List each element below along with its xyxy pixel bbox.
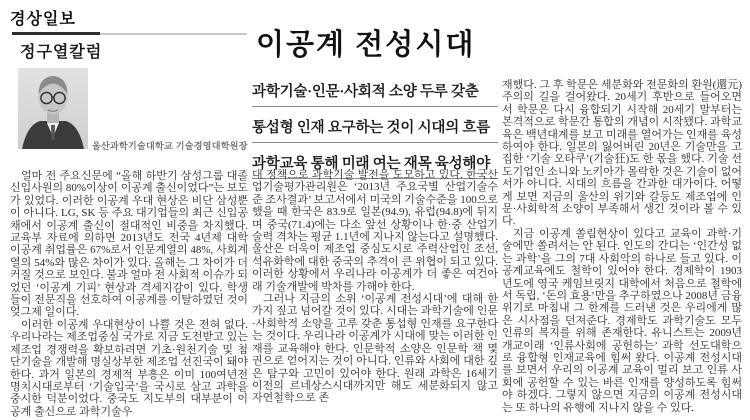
- body-column-1: [10, 170, 248, 420]
- masthead-rule-dark-segment: [12, 32, 100, 35]
- subhead-3: 과학교육 통해 미래 여는 재목 육성해야: [252, 152, 498, 179]
- body-column-2: [252, 169, 498, 420]
- body-column-3: [502, 79, 742, 420]
- subhead-2: 통섭형 인재 요구하는 것이 시대의 흐름: [252, 116, 498, 143]
- paragraph-continuation: 대 정책으로 과학기술 발전을 도모하고 있다. 한국산업기술평가관리원은 ‘2013년 주요국별 산업기술수준 조사결과’ 보고서에서 미국의 기술수준을 100으로 했을 때 한국은 83.9로 일본(94.9), 유럽(94.8)에 뒤지며 중국(71.4)에는 다소 앞선 상황이나 한·중 산업기술력 격차는 평균 1.1년에 지나지 않는다고 설명했다. 울산은 더욱이 제조업 중심도시로 주력산업인 조선, 석유화학에 대한 중국의 추격이 큰 위협이 되고 있다. 이러한 상황에서 우리나라 이공계가 더 좋은 여건아래 기술개발에 박차를 가해야 한다.: [252, 169, 498, 293]
- paragraph: 얼마 전 주요신문에 “올해 하반기 삼성그룹 대졸 신입사원의 80%이상이 이공계 출신이었다”는 보도가 있었다. 이러한 이공계 우대 현상은 비단 삼성뿐이 아니다. LG, SK 등 주요 대기업들의 최근 신입공채에서 이공계 출신이 절대적인 비중을 차지했다. 교육부 자료에 의하면 2013년도 전국 4년제 대학 이공계 취업률은 67%로서 인문계열의 48%, 사회계열의 54%와 많은 차이가 있다. 올해는 그 차이가 더 커질 것으로 보인다. 불과 얼마 전 사회적 이슈가 되었던 ‘이공계 기피’ 현상과 격세지감이 있다. 학생들이 전문직을 선호하여 이공계를 이탈하였던 것이 엊그제 일이다.: [10, 170, 248, 319]
- paragraph: 그러나 지금의 소위 ‘이공계 전성시대’에 대해 한 가지 짚고 넘어갈 것이 있다. 시대는 과학기술에 인문·사회학적 소양을 고루 갖춘 통섭형 인재를 요구한다는 것이다. 우리나라 이공계가 시대에 맞는 이러한 인재를 교육해야 한다. 인문학적 소양은 인문학 책 몇 권으로 얻어지는 것이 아니다. 인류와 사회에 대한 깊은 탐구와 고민이 있어야 한다. 원래 과학은 16세기 이전의 르네상스시대까지만 해도 세분화되지 않고 자연철학으로 존: [252, 293, 498, 405]
- column-title: 정구열칼럼: [20, 44, 103, 61]
- author-affiliation: 울산과학기술대학교 기술경영대학원장: [92, 141, 248, 151]
- article-headline: 이공계 전성시대: [256, 29, 476, 61]
- masthead-rule: [12, 33, 247, 35]
- person-portrait-icon: [18, 68, 88, 149]
- subhead-1: 과학기술·인문·사회적 소양 두루 갖춘: [252, 80, 498, 107]
- paragraph: 이러한 이공계 우대현상이 나쁠 것은 전혀 없다. 우리나라는 제조업중심 국가로 지금 도전받고 있는 제조업 경쟁력을 확보하려면 기초·원천기술 및 첨단기술을 개발해 명실상부한 제조업 선진국이 돼야한다. 과거 일본의 경제적 부흥은 이미 100여년전 명치시대로부터 ‘기술입국’을 국시로 삼고 과학을 중시한 덕분이었다. 중국도 지도부의 대부분이 이공계 출신으로 과학기술우: [10, 318, 248, 418]
- masthead-title: 경상일보: [10, 11, 76, 28]
- paragraph: 지금 이공계 쏠림현상이 있다고 교육이 과학·기술에만 쏠려서는 안 된다. 인도의 간디는 ‘인간성 없는 과학’을 그의 7대 사회악의 하나로 들고 있다. 이공계교육에도 철학이 있어야 한다. 경제학이 1903년도에 영국 케임브릿지 대학에서 처음으로 철학에서 독립, ‘돈의 효용’만을 추구하였으나 2008년 금융위기로 마침내 그 한계를 드러낸 것은 우리에게 많은 시사점을 던져준다. 경제학도 과학기술도 모두 인류의 복지를 위해 존재한다. 유니스트는 2009년 개교이래 ‘인류사회에 공헌하는’ 과학 선도대학으로 융합형 인재교육에 힘써 왔다. 이공계 전성시대를 보면서 우리의 이공계 교육이 멀리 보고 인류 사회에 공헌할 수 있는 바른 인재를 양성하도록 힘써야 하겠다. 그렇지 않으면 지금의 이공계 전성시대는 또 하나의 유행에 지나지 않을 수 있다.: [502, 227, 742, 414]
- paragraph-continuation: 재했다. 그 후 학문은 세분화와 전문화의 환원(還元)주의의 길을 걸어왔다. 20세기 후반으로 들어오면서 학문은 다시 융합되기 시작해 20세기 말부터는 본격적으로 학문간 통합의 개념이 시작됐다. 과학교육은 백년대계를 보고 미래를 열어가는 인재를 육성하여야 한다. 일본의 잃어버린 20년은 기술만을 고집한 ‘기술 오타쿠’(기술狂)도 한 몫을 했다. 기술 선도기업인 소니와 노키아가 몰락한 것은 기술이 없어서가 아니다. 시대의 흐름을 간과한 대가이다. 어떻게 보면 지금의 울산의 위기와 갈등도 제조업에 인문·사회학적 소양이 부족해서 생긴 것이라 볼 수 있다.: [502, 79, 742, 228]
- author-photo: [18, 68, 88, 149]
